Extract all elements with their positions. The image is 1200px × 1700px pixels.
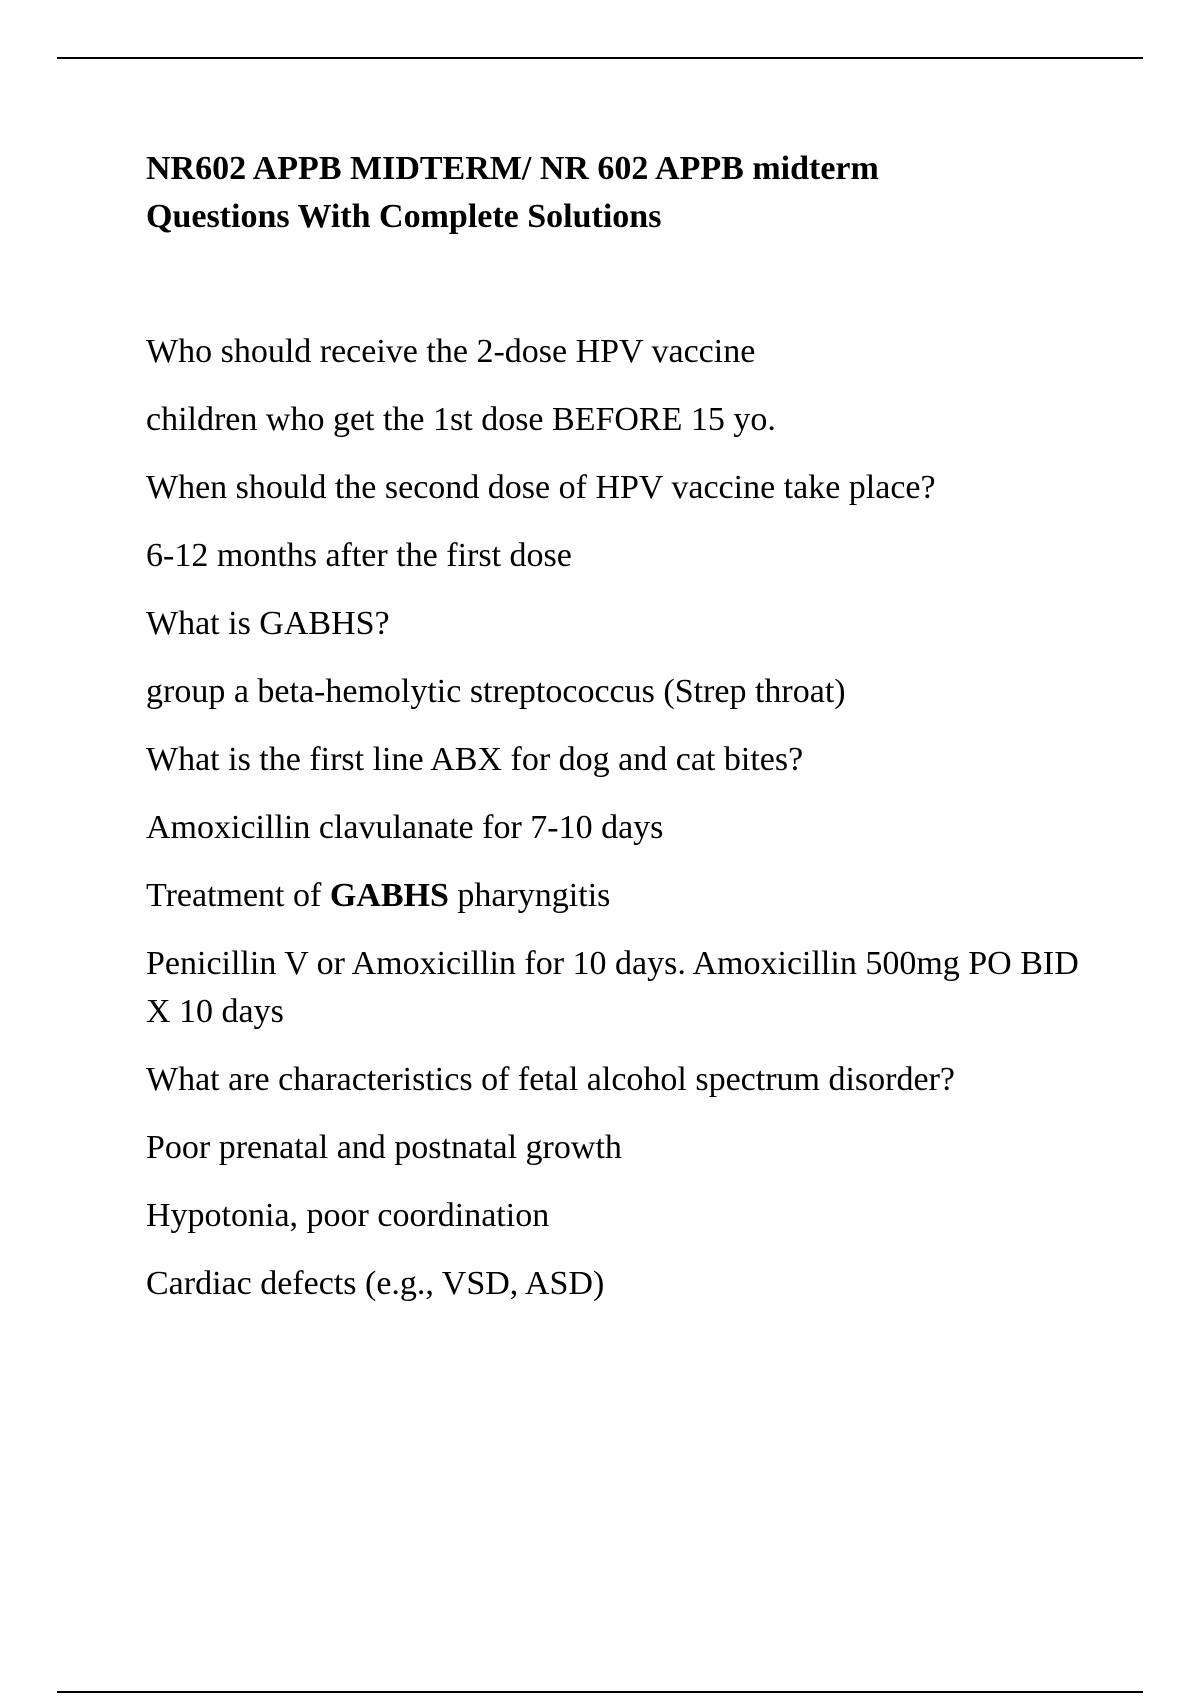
answer-1: children who get the 1st dose BEFORE 15 yo.: [146, 401, 776, 438]
answer-4: Amoxicillin clavulanate for 7-10 days: [146, 809, 664, 846]
answer-6-item-2: Hypotonia, poor coordination: [146, 1197, 550, 1234]
question-5-bold-term: GABHS: [329, 877, 449, 914]
top-rule: [57, 57, 1143, 59]
title-line-1: NR602 APPB MIDTERM/ NR 602 APPB midterm: [146, 150, 879, 187]
question-5-prefix: Treatment of: [146, 877, 330, 914]
answer-6-item-3: Cardiac defects (e.g., VSD, ASD): [146, 1265, 605, 1302]
answer-3: group a beta-hemolytic streptococcus (Strep throat): [146, 673, 846, 710]
question-5-suffix: pharyngitis: [448, 877, 611, 914]
answer-6-item-1: Poor prenatal and postnatal growth: [146, 1129, 622, 1166]
question-5: [146, 872, 1106, 920]
document-title: [146, 145, 1106, 241]
question-2: When should the second dose of HPV vaccine take place?: [146, 469, 936, 506]
question-1: Who should receive the 2-dose HPV vaccine: [146, 333, 756, 370]
answer-5: Penicillin V or Amoxicillin for 10 days. Amoxicillin 500mg PO BID X 10 days: [146, 945, 1079, 1030]
title-line-2: Questions With Complete Solutions: [146, 198, 662, 235]
question-6: What are characteristics of fetal alcohol spectrum disorder?: [146, 1061, 955, 1098]
answer-2: 6-12 months after the first dose: [146, 537, 572, 574]
question-4: What is the first line ABX for dog and cat bites?: [146, 741, 804, 778]
question-3: What is GABHS?: [146, 605, 390, 642]
bottom-rule: [57, 1691, 1143, 1693]
document-body: [146, 328, 1106, 1328]
